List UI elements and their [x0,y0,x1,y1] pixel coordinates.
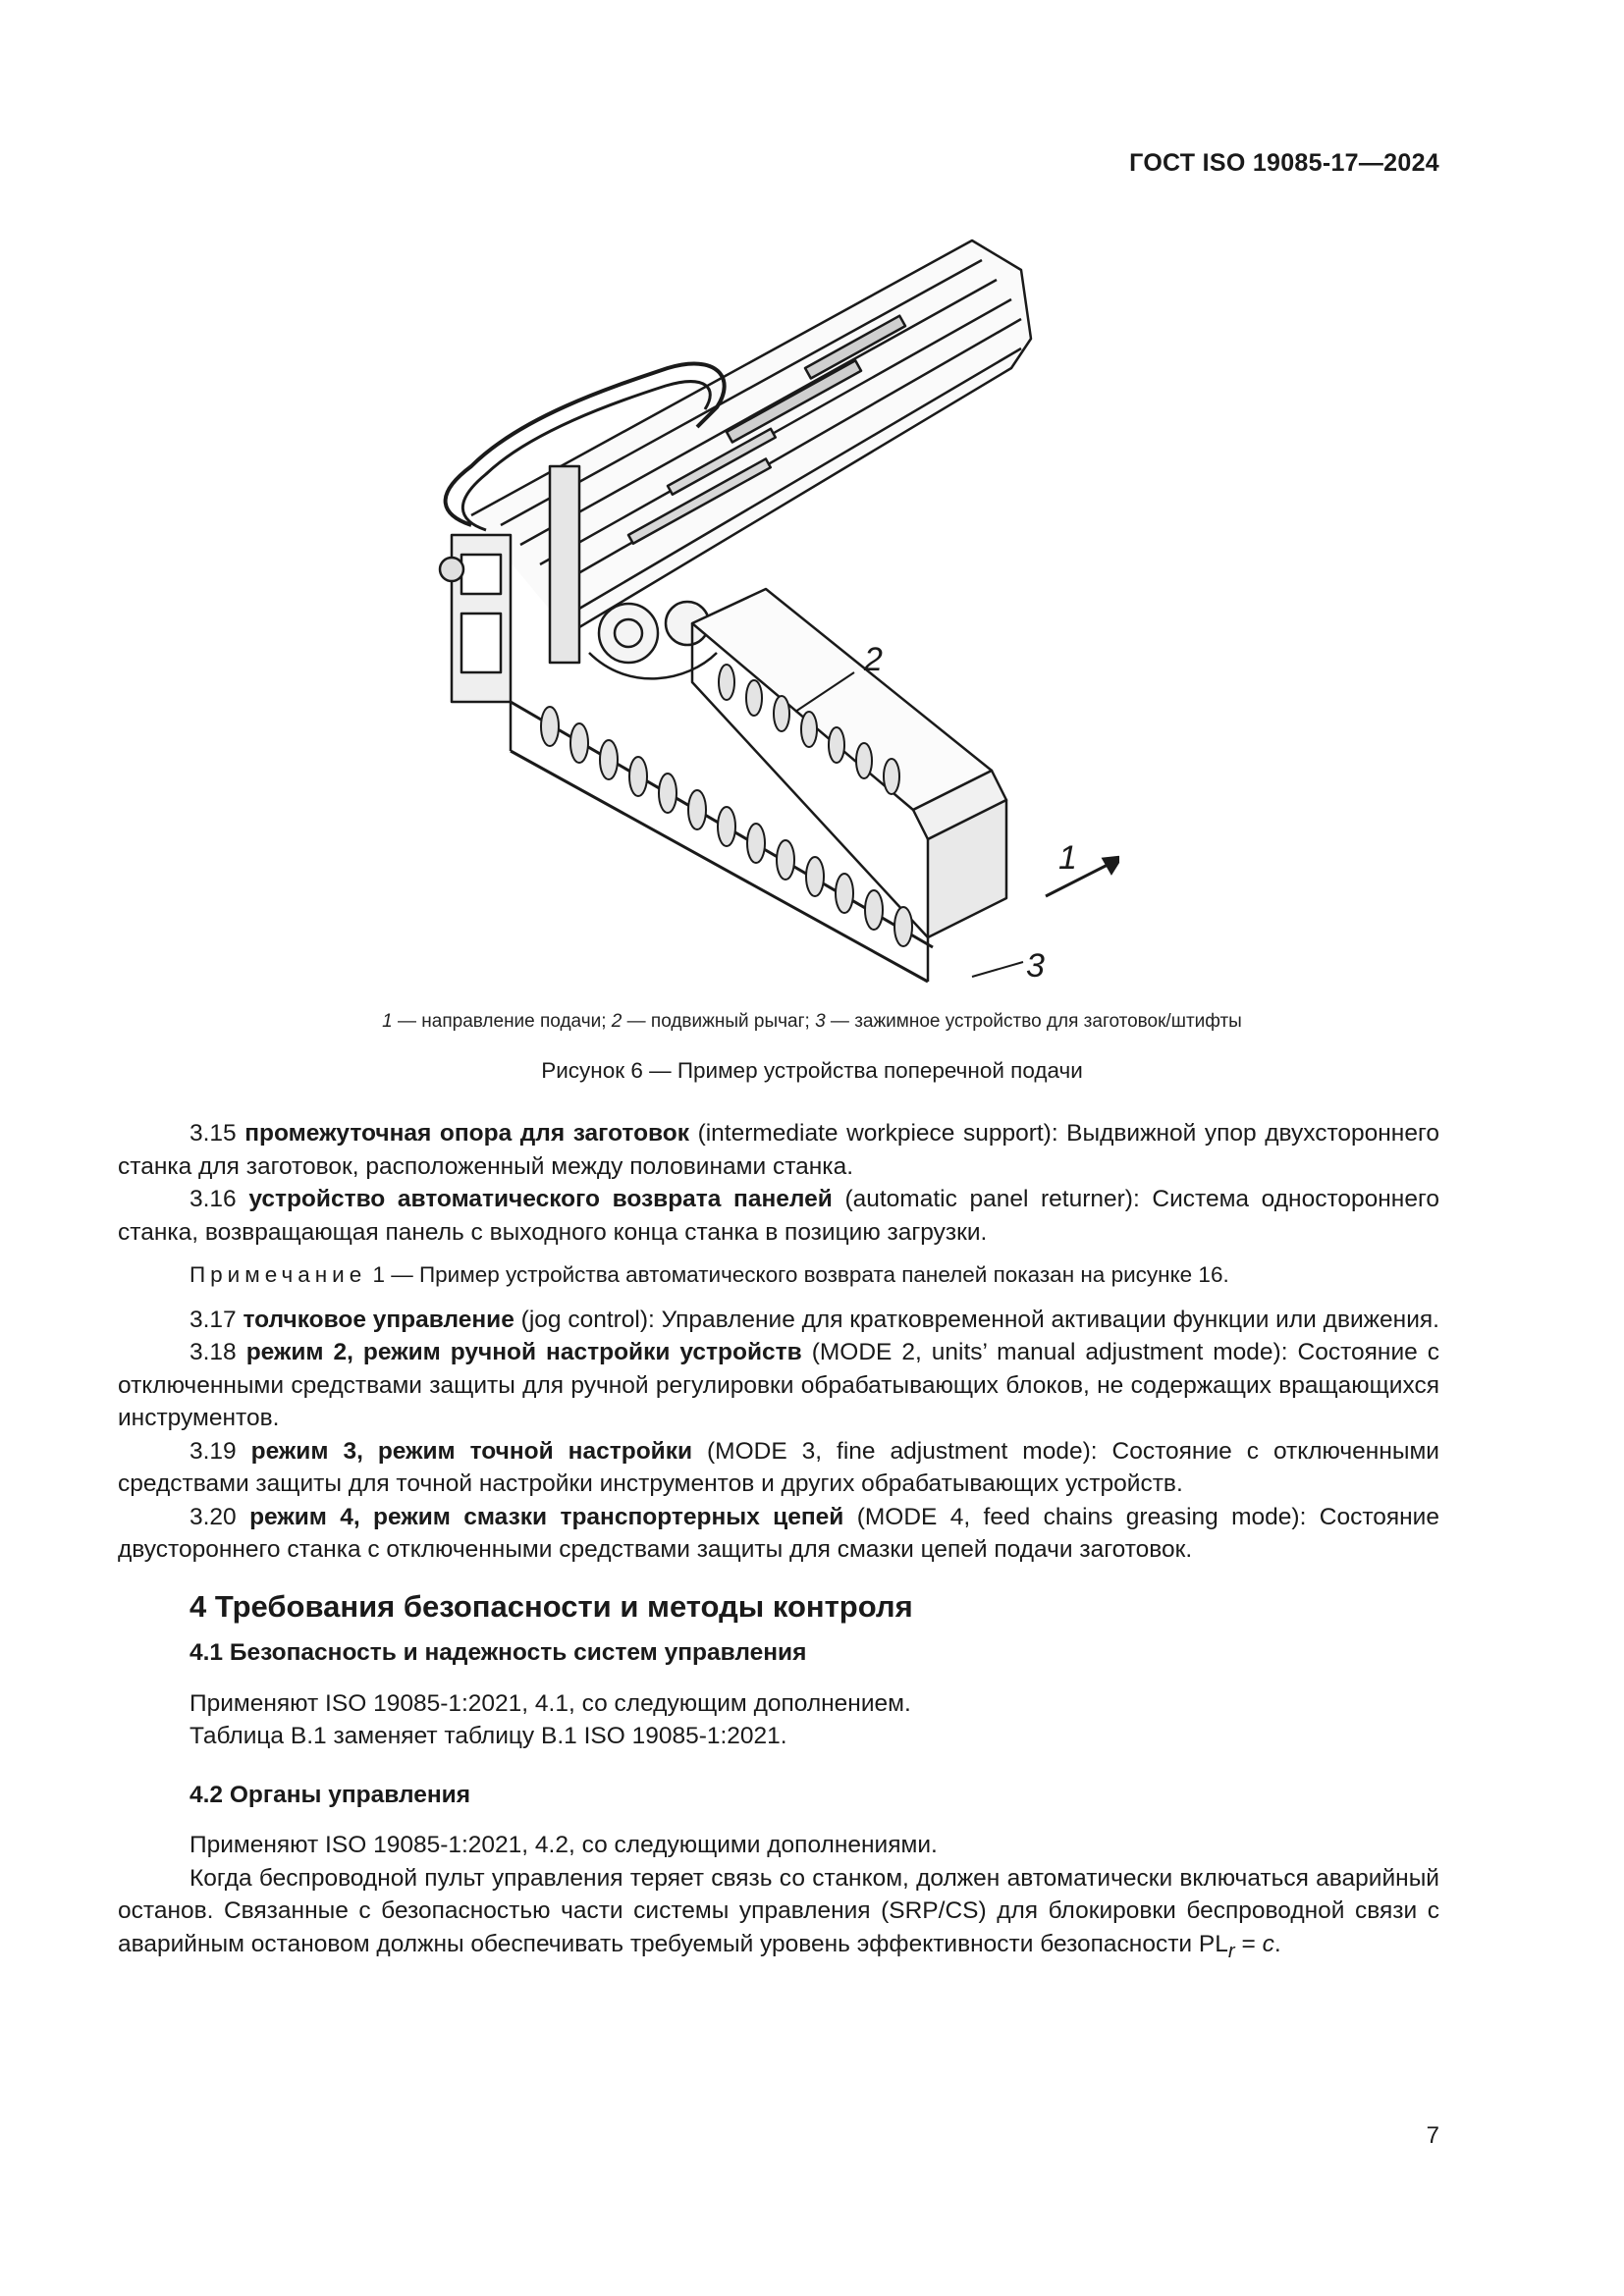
definition-3-18: 3.18 режим 2, режим ручной настройки устройств (MODE 2, units’ manual adjustment mode): Состояние с отключенными средствами защиты для ручной регулировки обрабатывающих блоков, не содержащих вращающихся инструментов. [118,1339,1439,1431]
definition-3-20: 3.20 режим 4, режим смазки транспортерных цепей (MODE 4, feed chains greasing mode): Состояние двустороннего станка с отключенными средствами защиты для смазки цепей подачи заготовок. [118,1503,1439,1563]
definition-3-15: 3.15 промежуточная опора для заготовок (intermediate workpiece support): Выдвижной упор двухстороннего станка для заготовок, расположенный между половинами станка. [118,1120,1439,1180]
callout-1: 1 [1058,839,1077,877]
definition-3-16: 3.16 устройство автоматического возврата панелей (automatic panel returner): Система одностороннего станка, возвращающая панель с выходного конца станка в позицию загрузки. [118,1186,1439,1246]
definition-3-19: 3.19 режим 3, режим точной настройки (MODE 3, fine adjustment mode): Состояние с отключенными средствами защиты для точной настройки инструментов и других обрабатывающих устройств. [118,1437,1439,1497]
section-4-2-heading: 4.2 Органы управления [189,1781,471,1808]
section-4-1-line-2: Таблица B.1 заменяет таблицу B.1 ISO 19085-1:2021. [189,1723,787,1749]
section-4-1-line-1: Применяют ISO 19085-1:2021, 4.1, со следующим дополнением. [189,1689,911,1717]
figure-cross-feed-device [432,221,1119,991]
callout-3: 3 [1026,947,1045,985]
page-number: 7 [1426,2122,1439,2149]
section-4-1-heading: 4.1 Безопасность и надежность систем управления [189,1639,807,1666]
document-header: ГОСТ ISO 19085-17—2024 [1129,149,1439,177]
section-4-heading: 4 Требования безопасности и методы контроля [189,1588,913,1624]
definition-3-17: 3.17 толчковое управление (jog control): Управление для кратковременной активации функции или движения. [189,1306,1439,1333]
body-text [118,1117,1439,1968]
figure-caption: Рисунок 6 — Пример устройства поперечной подачи [541,1058,1083,1083]
figure-legend: 1 — направление подачи; 2 — подвижный рычаг; 3 — зажимное устройство для заготовок/штифты [382,1011,1242,1032]
section-4-2-line-1: Применяют ISO 19085-1:2021, 4.2, со следующими дополнениями. [189,1832,938,1858]
callout-2: 2 [864,641,883,678]
section-4-2-paragraph: Когда беспроводной пульт управления теряет связь со станком, должен автоматически включаться аварийный останов. Связанные с безопасностью части системы управления (SRP/CS) для блокировки беспроводной связи с аварийным остановом должны обеспечивать требуемый уровень эффективности безопасности $PL_r = c$. [118,1864,1439,1962]
note-1: Примечание 1 — Пример устройства автоматического возврата панелей показан на рисунке 16. [189,1262,1229,1287]
machine-drawing [432,221,1119,991]
